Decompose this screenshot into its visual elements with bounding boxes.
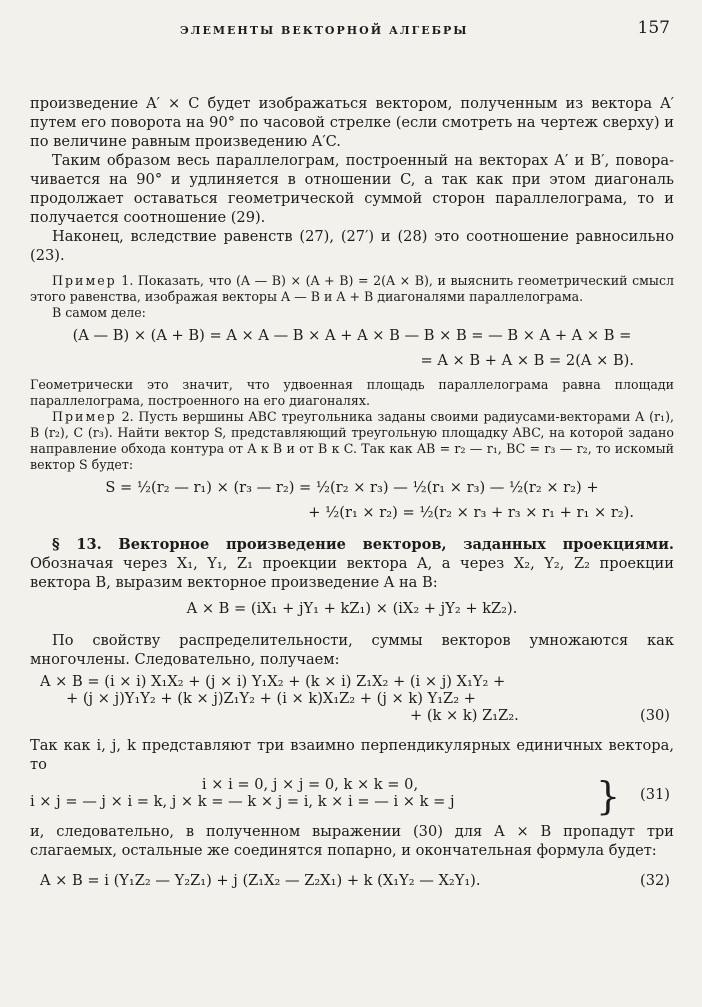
page bbox=[30, 18, 674, 889]
example-1-formula-2: = A × B + A × B = 2(A × B). bbox=[420, 352, 634, 369]
paragraph-3: Наконец, вследствие равенств (27), (27′) и (28) это соотношение равносильно (23). bbox=[30, 228, 674, 264]
example-1 bbox=[30, 273, 674, 305]
formula-31-line-2: i × j = — j × i = k, j × k = — k × j = i, k × i = — i × k = j bbox=[30, 793, 455, 810]
page-number: 157 bbox=[637, 18, 670, 38]
formula-32-row bbox=[30, 872, 674, 889]
formula-31-line-1: i × i = 0, j × j = 0, k × k = 0, bbox=[201, 776, 419, 793]
example-2 bbox=[30, 409, 674, 473]
equation-number-30: (30) bbox=[640, 707, 670, 724]
running-head: ЭЛЕМЕНТЫ ВЕКТОРНОЙ АЛГЕБРЫ bbox=[180, 24, 469, 37]
example-1-conclusion: Геометрически это значит, что удвоенная площадь параллелограма равна площади параллелограма, построенного на его диагоналях. bbox=[30, 377, 674, 408]
paragraph-1: произведение A′ × C будет изображаться вектором, полученным из вектора A′ путем его поворота на 90° по часовой стрелке (если смотреть на чертеж сверху) и по величине равным произведению A′C. bbox=[30, 95, 674, 150]
section-13 bbox=[30, 535, 674, 592]
formula-31-block bbox=[30, 774, 674, 818]
formula-30-line-1: A × B = (i × i) X₁X₂ + (j × i) Y₁X₂ + (k × i) Z₁X₂ + (i × j) X₁Y₂ + bbox=[40, 673, 506, 690]
formula-32: A × B = i (Y₁Z₂ — Y₂Z₁) + j (Z₁X₂ — Z₂X₁) + k (X₁Y₂ — X₂Y₁). bbox=[40, 872, 481, 889]
right-brace: } bbox=[596, 774, 621, 818]
example-1-formula-1: (A — B) × (A + B) = A × A — B × A + A × B — B × B = — B × A + A × B = bbox=[72, 327, 632, 344]
example-2-text: 2. Пусть вершины ABC треугольника заданы своими радиусами-векторами A (r₁), B (r₂), C (r₃). Найти вектор S, представляющий треугольную площадку ABC, на которой задано направление обхода контура от A к B и от B к C. Так как AB = r₂ — r₁, BC = r₃ — r₂, то искомый вектор S будет: bbox=[30, 409, 674, 472]
formula-30-line-2: + (j × j)Y₁Y₂ + (k × j)Z₁Y₂ + (i × k)X₁Z₂ + (j × k) Y₁Z₂ + bbox=[66, 690, 476, 707]
equation-number-32: (32) bbox=[640, 872, 670, 889]
formula-30-line-3-row bbox=[30, 707, 674, 724]
example-1-label: Пример bbox=[52, 273, 117, 288]
example-2-formula-2: + ½(r₁ × r₂) = ½(r₂ × r₃ + r₃ × r₁ + r₁ × r₂). bbox=[308, 504, 634, 521]
paragraph-2: Таким образом весь параллелограм, построенный на векторах A′ и B′, поворачивается на 90° и удлиняется в отношении C, а так как при этом диагональ продолжает оставаться геометрической суммой сторон параллелограма, то и получается соотношение (29). bbox=[30, 152, 674, 226]
example-2-formula-1: S = ½(r₂ — r₁) × (r₃ — r₂) = ½(r₂ × r₃) — ½(r₁ × r₃) — ½(r₂ × r₂) + bbox=[105, 479, 599, 496]
equation-number-31: (31) bbox=[640, 786, 670, 803]
paragraph-distributivity: По свойству распределительности, суммы векторов умножаются как многочлены. Следовательно, получаем: bbox=[30, 632, 674, 668]
paragraph-ijk: Так как i, j, k представляют три взаимно перпендикулярных единичных вектора, то bbox=[30, 737, 674, 773]
section-formula-1: A × B = (iX₁ + jY₁ + kZ₁) × (iX₂ + jY₂ + kZ₂). bbox=[186, 600, 518, 617]
section-title: § 13. Векторное произведение векторов, заданных проекциями. bbox=[52, 536, 674, 553]
example-2-label: Пример bbox=[52, 409, 117, 424]
formula-30-line-3: + (k × k) Z₁Z₂. bbox=[410, 707, 519, 724]
section-intro: Обозначая через X₁, Y₁, Z₁ проекции вектора A, а через X₂, Y₂, Z₂ проекции вектора B, выразим векторное произведение A на B: bbox=[30, 555, 674, 591]
page-header bbox=[30, 18, 674, 46]
paragraph-final: и, следовательно, в полученном выражении (30) для A × B пропадут три слагаемых, остальные же соединятся попарно, и окончательная формула будет: bbox=[30, 823, 674, 859]
example-1-text: 1. Показать, что (A — B) × (A + B) = 2(A × B), и выяснить геометрический смысл этого равенства, изображая векторы A — B и A + B диагоналями параллелограма. bbox=[30, 273, 674, 304]
example-1-solution-intro: В самом деле: bbox=[52, 305, 146, 320]
